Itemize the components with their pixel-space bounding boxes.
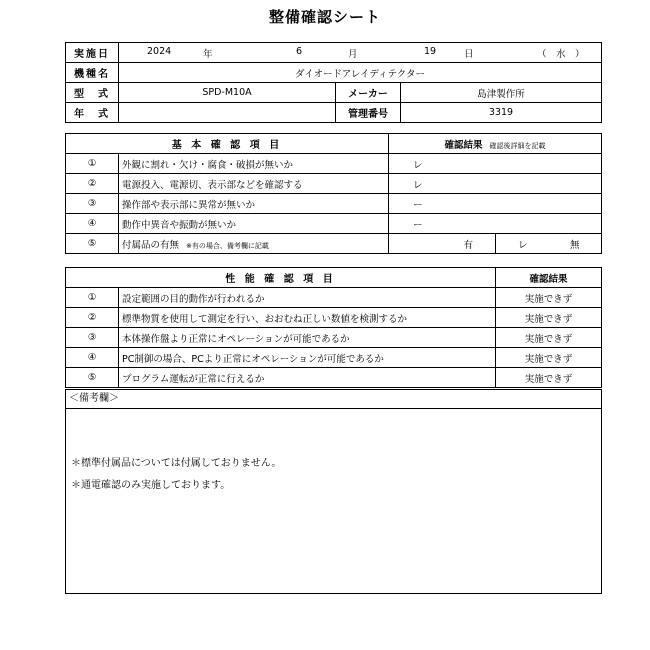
basic-result-title: 確認結果 — [444, 139, 483, 151]
check-result: 実施できず — [496, 308, 602, 328]
maker-value: 島津製作所 — [401, 83, 602, 103]
check-result: レ — [389, 154, 602, 174]
row-number: ② — [66, 174, 119, 194]
table-row — [66, 288, 602, 308]
date-label: 実施日 — [66, 43, 119, 63]
day-value: 19 — [424, 46, 437, 57]
year-model-label: 年 式 — [66, 103, 119, 123]
table-row — [66, 214, 602, 234]
remarks-box — [65, 389, 602, 594]
type-row — [66, 83, 602, 103]
row-number: ③ — [66, 328, 119, 348]
table-row — [66, 194, 602, 214]
maker-label: メーカー — [336, 83, 401, 103]
month-value: 6 — [296, 46, 303, 57]
accessory-note: ※有の場合、備考欄に記載 — [186, 241, 269, 250]
table-row — [66, 154, 602, 174]
check-item-text: 動作中異音や振動が無いか — [119, 214, 389, 234]
check-result: 実施できず — [496, 348, 602, 368]
table-row — [66, 368, 602, 388]
year-value: 2024 — [147, 46, 172, 57]
accessory-no-cell — [496, 234, 602, 254]
check-result: 実施できず — [496, 288, 602, 308]
performance-result-header: 確認結果 — [496, 268, 602, 288]
check-result: ー — [389, 194, 602, 214]
row-number: ⑤ — [66, 368, 119, 388]
year-model-value — [119, 103, 336, 123]
basic-check-table — [65, 133, 602, 254]
type-label: 型 式 — [66, 83, 119, 103]
remarks-header: ＜備考欄＞ — [66, 390, 601, 409]
year-unit: 年 — [203, 49, 213, 60]
mgmt-label: 管理番号 — [336, 103, 401, 123]
info-table — [65, 42, 602, 123]
accessory-no: 無 — [570, 240, 580, 251]
table-row — [66, 348, 602, 368]
performance-header: 性 能 確 認 項 目 — [66, 268, 496, 288]
remark-line: ＊通電確認のみ実施しております。 — [71, 480, 231, 491]
accessory-text: 付属品の有無 — [122, 239, 180, 251]
check-result: 実施できず — [496, 328, 602, 348]
type-value: SPD-M10A — [119, 83, 336, 103]
model-value: ダイオードアレイディテクター — [119, 63, 602, 83]
row-number: ② — [66, 308, 119, 328]
accessory-text-cell — [119, 234, 389, 254]
row-number: ① — [66, 154, 119, 174]
date-row — [66, 43, 602, 63]
weekday-value: （ 水 ） — [537, 49, 585, 60]
day-unit: 日 — [464, 49, 474, 60]
check-item-text: 電源投入、電源切、表示部などを確認する — [119, 174, 389, 194]
performance-header-row — [66, 268, 602, 288]
check-item-text: 標準物質を使用して測定を行い、おおむね正しい数値を検測するか — [119, 308, 496, 328]
accessory-mark: レ — [518, 240, 528, 251]
performance-check-table — [65, 267, 602, 388]
year-model-row — [66, 103, 602, 123]
remark-line: ＊標準付属品については付属しておりません。 — [71, 458, 282, 469]
accessory-row — [66, 234, 602, 254]
table-row — [66, 174, 602, 194]
mgmt-value: 3319 — [401, 103, 602, 123]
row-number: ① — [66, 288, 119, 308]
accessory-yes: 有 — [389, 234, 496, 254]
check-item-text: 外観に割れ・欠け・腐食・破損が無いか — [119, 154, 389, 174]
check-item-text: プログラム運転が正常に行えるか — [119, 368, 496, 388]
check-item-text: 設定範囲の目的動作が行われるか — [119, 288, 496, 308]
month-unit: 月 — [348, 49, 358, 60]
date-value — [119, 43, 602, 63]
basic-result-note: 確認後詳細を記載 — [489, 141, 546, 150]
check-result: ー — [389, 214, 602, 234]
model-label: 機種名 — [66, 63, 119, 83]
check-item-text: 本体操作盤より正常にオペレーションが可能であるか — [119, 328, 496, 348]
basic-result-header — [389, 134, 602, 154]
check-item-text: PC制御の場合、PCより正常にオペレーションが可能であるか — [119, 348, 496, 368]
model-row — [66, 63, 602, 83]
check-item-text: 操作部や表示部に異常が無いか — [119, 194, 389, 214]
basic-header-row — [66, 134, 602, 154]
row-number: ③ — [66, 194, 119, 214]
row-number: ⑤ — [66, 234, 119, 254]
check-result: 実施できず — [496, 368, 602, 388]
check-result: レ — [389, 174, 602, 194]
table-row — [66, 308, 602, 328]
row-number: ④ — [66, 214, 119, 234]
table-row — [66, 328, 602, 348]
row-number: ④ — [66, 348, 119, 368]
page-title: 整備確認シート — [268, 8, 381, 26]
basic-header: 基 本 確 認 項 目 — [66, 134, 389, 154]
